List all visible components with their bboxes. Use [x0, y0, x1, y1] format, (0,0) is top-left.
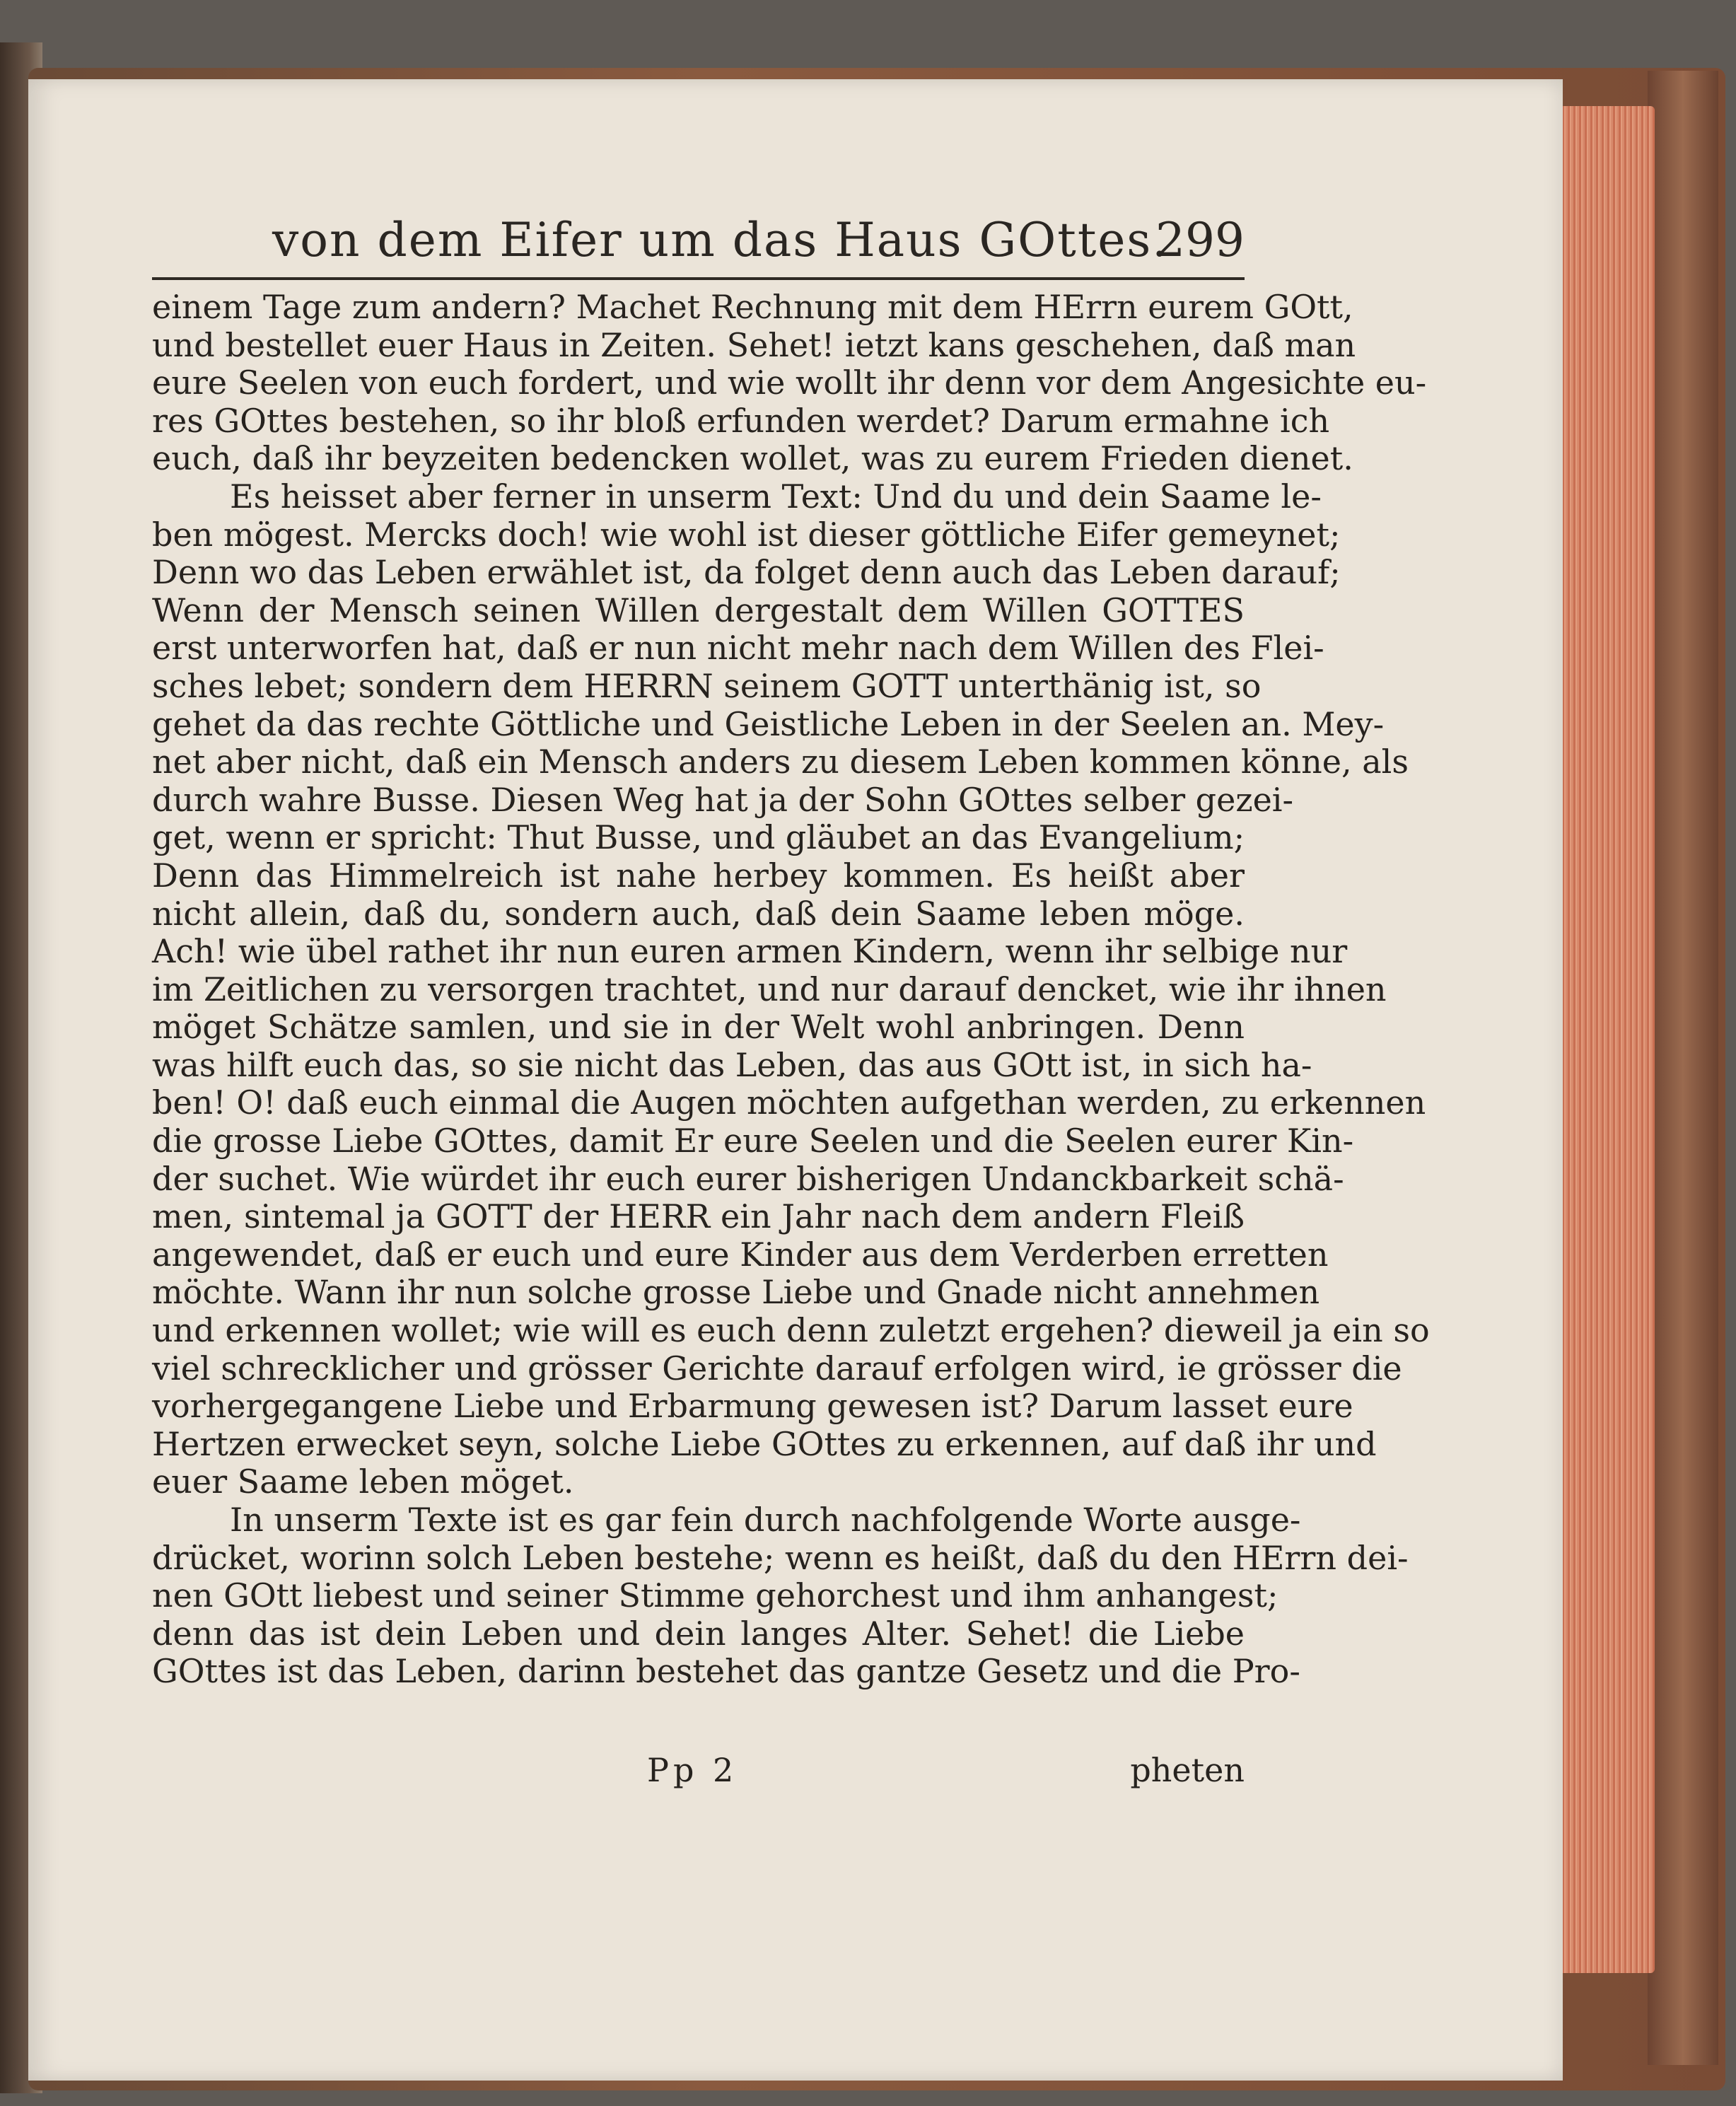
text-line: net aber nicht, daß ein Mensch anders zu diesem Leben kommen könne, als — [152, 743, 1409, 781]
catchword: pheten — [1130, 1751, 1245, 1789]
text-line: In unserm Texte ist es gar fein durch nachfolgende Worte ausge- — [230, 1501, 1301, 1539]
text-line: viel schrecklicher und grösser Gerichte darauf erfolgen wird, ie grösser die — [152, 1349, 1402, 1387]
text-line: drücket, worinn solch Leben bestehe; wenn es heißt, daß du den HErrn dei- — [152, 1538, 1409, 1577]
body-text — [152, 288, 1430, 1691]
page-header — [152, 209, 1245, 272]
text-line: gehet da das rechte Göttliche und Geistliche Leben in der Seelen an. Mey- — [152, 704, 1385, 743]
text-line: angewendet, daß er euch und eure Kinder aus dem Verderben erretten — [152, 1235, 1329, 1274]
page-number: 299 — [1155, 213, 1245, 267]
text-line: erst unterworfen hat, daß er nun nicht mehr nach dem Willen des Flei- — [152, 629, 1324, 668]
text-line: euch, daß ihr beyzeiten bedencken wollet, was zu eurem Frieden dienet. — [152, 439, 1353, 478]
text-line: Denn das Himmelreich ist nahe herbey kommen. Es heißt aber — [152, 856, 1245, 895]
text-line: eure Seelen von euch fordert, und wie wollt ihr denn vor dem Angesichte eu- — [152, 363, 1427, 402]
text-line: GOttes ist das Leben, darinn bestehet das gantze Gesetz und die Pro- — [152, 1652, 1300, 1691]
text-line: sches lebet; sondern dem HERRN seinem GOTT unterthänig ist, so — [152, 666, 1262, 705]
text-line: und erkennen wollet; wie will es euch denn zuletzt ergehen? dieweil ja ein so — [152, 1311, 1430, 1350]
text-line: was hilft euch das, so sie nicht das Leben, das aus GOtt ist, in sich ha- — [152, 1045, 1312, 1084]
text-line: denn das ist dein Leben und dein langes Alter. Sehet! die Liebe — [152, 1614, 1245, 1653]
text-line: und bestellet euer Haus in Zeiten. Sehet! ietzt kans geschehen, daß man — [152, 325, 1356, 364]
text-line: vorhergegangene Liebe und Erbarmung gewesen ist? Darum lasset eure — [152, 1387, 1353, 1426]
text-line: ben! O! daß euch einmal die Augen möchten aufgethan werden, zu erkennen — [152, 1083, 1426, 1122]
text-line: Hertzen erwecket seyn, solche Liebe GOttes zu erkennen, auf daß ihr und — [152, 1424, 1377, 1463]
text-line: im Zeitlichen zu versorgen trachtet, und nur darauf dencket, wie ihr ihnen — [152, 970, 1387, 1008]
text-line: get, wenn er spricht: Thut Busse, und gläubet an das Evangelium; — [152, 818, 1245, 857]
text-line: men, sintemal ja GOTT der HERR ein Jahr nach dem andern Fleiß — [152, 1197, 1245, 1236]
text-line: durch wahre Busse. Diesen Weg hat ja der Sohn GOttes selber gezei- — [152, 780, 1294, 819]
text-line: nen GOtt liebest und seiner Stimme gehorchest und ihm anhangest; — [152, 1576, 1278, 1615]
text-line: möchte. Wann ihr nun solche grosse Liebe und Gnade nicht annehmen — [152, 1273, 1320, 1312]
text-line: der suchet. Wie würdet ihr euch eurer bisherigen Undanckbarkeit schä- — [152, 1159, 1344, 1198]
text-line: Ach! wie übel rathet ihr nun euren armen Kindern, wenn ihr selbige nur — [152, 932, 1348, 971]
text-line: Es heisset aber ferner in unserm Text: Und du und dein Saame le- — [230, 477, 1322, 516]
signature-mark: Pp 2 — [647, 1751, 738, 1789]
text-line: res GOttes bestehen, so ihr bloß erfunden werdet? Darum ermahne ich — [152, 401, 1330, 440]
text-line: nicht allein, daß du, sondern auch, daß dein Saame leben möge. — [152, 894, 1245, 933]
text-line: die grosse Liebe GOttes, damit Er eure Seelen und die Seelen eurer Kin- — [152, 1122, 1354, 1160]
header-rule — [152, 277, 1245, 280]
text-line: einem Tage zum andern? Machet Rechnung mit dem HErrn eurem GOtt, — [152, 288, 1353, 326]
book-cover-edge — [1648, 71, 1718, 2065]
text-line: Denn wo das Leben erwählet ist, da folget denn auch das Leben darauf; — [152, 553, 1341, 592]
running-title: von dem Eifer um das Haus GOttes. — [272, 213, 1169, 267]
text-line: Wenn der Mensch seinen Willen dergestalt dem Willen GOTTES — [152, 591, 1245, 629]
text-line: euer Saame leben möget. — [152, 1462, 574, 1501]
page-footer — [152, 1749, 1245, 1791]
page-edges — [1549, 106, 1655, 1973]
text-line: ben mögest. Mercks doch! wie wohl ist dieser göttliche Eifer gemeynet; — [152, 515, 1341, 554]
text-line: möget Schätze samlen, und sie in der Welt wohl anbringen. Denn — [152, 1008, 1245, 1047]
